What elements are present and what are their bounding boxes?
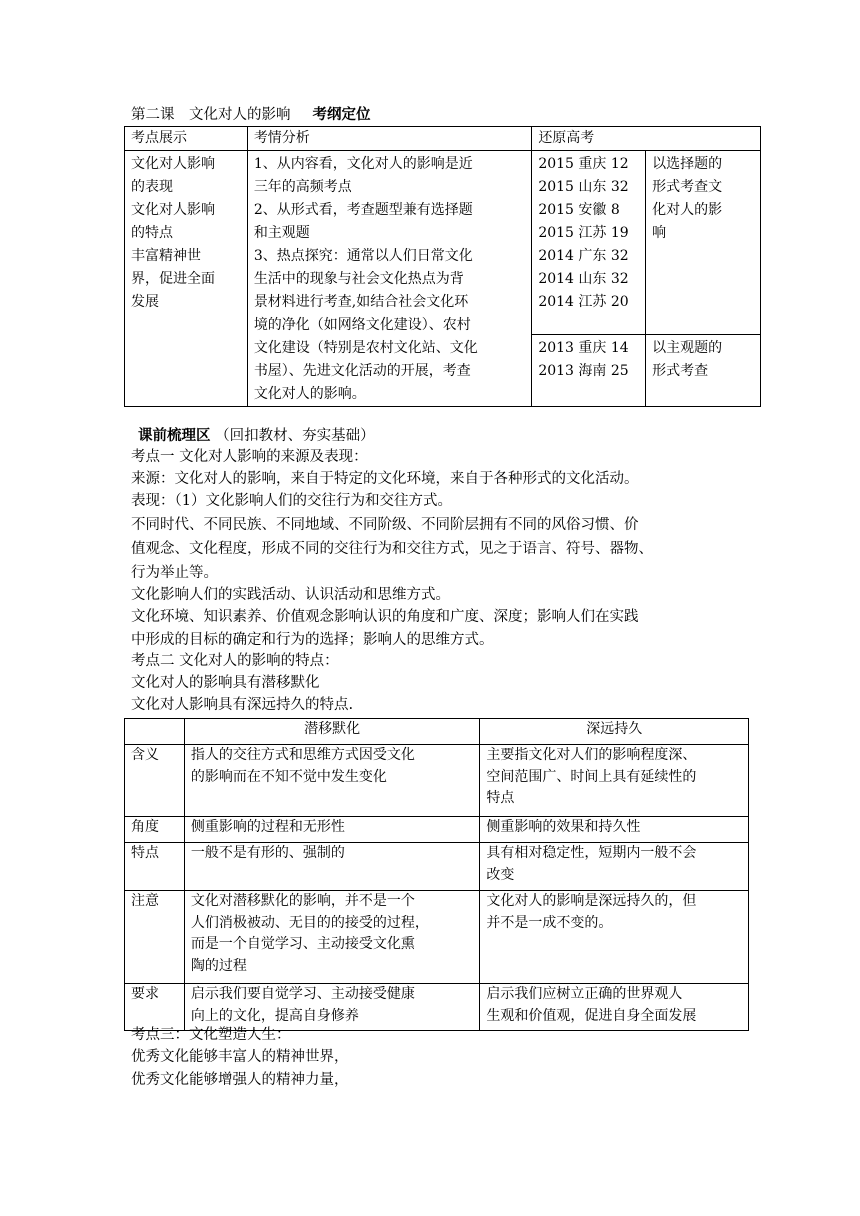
section-title xyxy=(138,426,375,446)
body-line: 值观念、文化程度，形成不同的交往行为和交往方式，见之于语言、符号、器物、 xyxy=(131,541,653,557)
header-cell: 潜移默化 xyxy=(184,719,480,745)
exam-form-cell: 以主观题的 形式考查 xyxy=(646,335,761,407)
lesson-name: 第二课 文化对人的影响 xyxy=(131,107,291,123)
lesson-title xyxy=(131,105,371,125)
cell-lasting-influence: 侧重影响的效果和持久性 xyxy=(480,817,749,843)
body-line: 考点二 文化对人的影响的特点： xyxy=(131,653,339,669)
body-line: 考点三：文化塑造人生： xyxy=(131,1027,291,1043)
cell-subtle-influence: 启示我们要自觉学习、主动接受健康 向上的文化，提高自身修养 xyxy=(184,984,480,1031)
cell-subtle-influence: 指人的交往方式和思维方式因受文化 的影响而在不知不觉中发生变化 xyxy=(184,745,480,817)
row-label: 要求 xyxy=(125,984,185,1031)
exam-list-cell: 2013 重庆 14 2013 海南 25 xyxy=(532,335,646,407)
cell-lasting-influence: 文化对人的影响是深远持久的，但 并不是一成不变的。 xyxy=(480,891,749,984)
cell-subtle-influence: 文化对潜移默化的影响，并不是一个 人们消极被动、无目的的接受的过程， 而是一个自觉学习、主动接受文化熏 陶的过程 xyxy=(184,891,480,984)
exam-list-cell: 2015 重庆 12 2015 山东 32 2015 安徽 8 2015 江苏 19 2014 广东 32 2014 山东 32 2014 江苏 20 xyxy=(532,151,646,335)
section-subtitle: （回扣教材、夯实基础） xyxy=(215,428,375,444)
row-label: 含义 xyxy=(125,745,185,817)
section-label: 考纲定位 xyxy=(312,106,371,123)
body-line: 文化对人的影响具有潜移默化 xyxy=(131,675,320,691)
header-cell: 考点展示 xyxy=(125,127,248,151)
exam-points-cell: 文化对人影响 的表现 文化对人影响 的特点 丰富精神世 界，促进全面 发展 xyxy=(125,151,248,407)
body-line: 优秀文化能够增强人的精神力量， xyxy=(131,1072,349,1088)
comparison-table xyxy=(124,718,749,1031)
body-line: 文化对人影响具有深远持久的特点. xyxy=(131,697,354,713)
body-line: 优秀文化能够丰富人的精神世界， xyxy=(131,1049,349,1065)
header-cell: 考情分析 xyxy=(247,127,532,151)
body-line: 考点一 文化对人影响的来源及表现： xyxy=(131,449,368,465)
table-row xyxy=(125,984,749,1031)
cell-lasting-influence: 启示我们应树立正确的世界观人 生观和价值观，促进自身全面发展 xyxy=(480,984,749,1031)
header-cell: 还原高考 xyxy=(532,127,761,151)
table-row xyxy=(125,151,761,335)
table-row xyxy=(125,891,749,984)
header-cell xyxy=(125,719,185,745)
body-line: 不同时代、不同民族、不同地域、不同阶级、不同阶层拥有不同的风俗习惯、价 xyxy=(131,517,639,533)
header-cell: 深远持久 xyxy=(480,719,749,745)
table-header-row xyxy=(125,719,749,745)
row-label: 角度 xyxy=(125,817,185,843)
exam-outline-table xyxy=(124,126,761,407)
body-line: 文化环境、知识素养、价值观念影响认识的角度和广度、深度；影响人们在实践 xyxy=(131,609,639,625)
exam-form-cell: 以选择题的 形式考查文 化对人的影 响 xyxy=(646,151,761,335)
cell-lasting-influence: 主要指文化对人们的影响程度深、 空间范围广、时间上具有延续性的 特点 xyxy=(480,745,749,817)
body-line: 来源：文化对人的影响，来自于特定的文化环境，来自于各种形式的文化活动。 xyxy=(131,471,639,487)
table-row xyxy=(125,843,749,891)
body-line: 文化影响人们的实践活动、认识活动和思维方式。 xyxy=(131,587,450,603)
row-label: 注意 xyxy=(125,891,185,984)
cell-subtle-influence: 一般不是有形的、强制的 xyxy=(184,843,480,891)
table-header-row xyxy=(125,127,761,151)
table-row xyxy=(125,817,749,843)
cell-subtle-influence: 侧重影响的过程和无形性 xyxy=(184,817,480,843)
body-line: 行为举止等。 xyxy=(131,565,218,581)
body-line: 表现：（1）文化影响人们的交往行为和交往方式。 xyxy=(131,493,452,509)
table-row xyxy=(125,745,749,817)
row-label: 特点 xyxy=(125,843,185,891)
section-title-text: 课前梳理区 xyxy=(138,427,211,444)
body-line: 中形成的目标的确定和行为的选择；影响人的思维方式。 xyxy=(131,632,494,648)
cell-lasting-influence: 具有相对稳定性，短期内一般不会 改变 xyxy=(480,843,749,891)
exam-analysis-cell: 1、从内容看，文化对人的影响是近 三年的高频考点 2、从形式看，考查题型兼有选择题 和主观题 3、热点探究：通常以人们日常文化 生活中的现象与社会文化热点为背 景材料进行考查,如结合社会文化环 境的净化（如网络文化建设）、农村 文化建设（特别是农村文化站、文化 书屋）、先进文化活动的开展，考查 文化对人的影响。 xyxy=(247,151,532,407)
